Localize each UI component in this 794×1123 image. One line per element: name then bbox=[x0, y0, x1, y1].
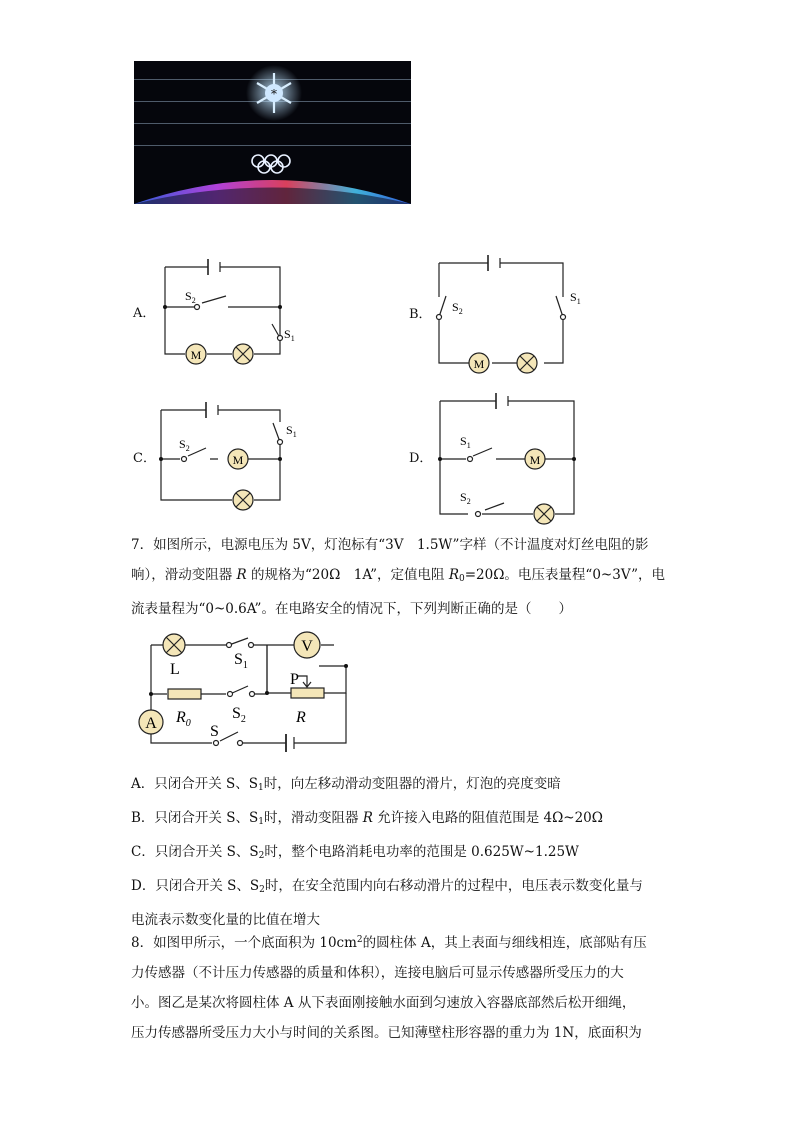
svg-text:A: A bbox=[145, 715, 157, 732]
q7-option-a[interactable]: A．只闭合开关 S、$S_1$时，向左移动滑动变阻器的滑片，灯泡的亮度变暗 bbox=[131, 776, 561, 793]
svg-text:L: L bbox=[170, 661, 180, 678]
svg-text:S1: $S_1$ bbox=[286, 423, 297, 439]
option-c-circuit bbox=[150, 396, 305, 518]
option-c-label: C． bbox=[133, 451, 156, 466]
svg-text:M: M bbox=[232, 453, 244, 467]
option-b-circuit bbox=[430, 250, 580, 375]
q7-option-b[interactable]: B．只闭合开关 S、$S_1$时，滑动变阻器 R 允许接入电路的阻值范围是 4Ω~20Ω bbox=[131, 810, 603, 827]
svg-text:S2: $S_2$ bbox=[179, 437, 190, 453]
q8-stem bbox=[131, 925, 671, 1048]
svg-text:S1: $S_1$ bbox=[460, 434, 471, 450]
q7-option-d-cont: 电流表示数变化量的比值在增大 bbox=[131, 912, 320, 928]
q8-line2: 力传感器（不计压力传感器的质量和体积），连接电脑后可显示传感器所受压力的大 bbox=[131, 965, 624, 981]
q8-line1: 8．如图甲所示，一个底面积为 $10cm^2$的圆柱体 A，其上表面与细线相连，底部贴有压 bbox=[131, 935, 647, 951]
svg-text:M: M bbox=[473, 357, 485, 371]
svg-text:S1: $S_1$ bbox=[284, 327, 295, 343]
q8-line4: 压力传感器所受压力大小与时间的关系图。已知薄壁柱形容器的重力为 1N，底面积为 bbox=[131, 1025, 642, 1041]
svg-text:R: R bbox=[296, 709, 306, 726]
q7-line1: 7．如图所示，电源电压为 5V，灯泡标有“3V 1.5W”字样（不计温度对灯丝电阻的影 bbox=[131, 537, 649, 553]
svg-text:M: M bbox=[529, 453, 541, 467]
svg-text:P: P bbox=[290, 671, 299, 688]
svg-text:S: S bbox=[210, 723, 219, 740]
q7-option-d[interactable]: D．只闭合开关 S、$S_2$时，在安全范围内向右移动滑片的过程中，电压表示数变化量与 bbox=[131, 878, 643, 895]
olympic-snowflake-rings-photo bbox=[134, 61, 411, 204]
svg-text:M: M bbox=[190, 348, 202, 362]
svg-text:V: V bbox=[301, 638, 313, 655]
q7-stem bbox=[131, 530, 671, 624]
svg-text:S1: $S_1$ bbox=[234, 651, 248, 671]
q7-line2: 响），滑动变阻器 R 的规格为“20Ω 1A”，定值电阻 $R_0=20\Omega$。电压表量程“0~3V”，电 bbox=[131, 567, 665, 584]
svg-text:R0: $R_0$ bbox=[176, 709, 191, 729]
svg-text:S2: $S_2$ bbox=[185, 289, 196, 305]
option-a-label: A． bbox=[133, 306, 156, 321]
svg-text:S1: $S_1$ bbox=[570, 290, 581, 306]
svg-text:S2: $S_2$ bbox=[232, 705, 246, 725]
q7-options bbox=[131, 769, 671, 935]
option-b-label: B． bbox=[409, 307, 432, 322]
svg-text:S2: $S_2$ bbox=[460, 490, 471, 506]
q7-option-c[interactable]: C．只闭合开关 S、$S_2$时，整个电路消耗电功率的范围是 0.625W~1.25W bbox=[131, 844, 579, 861]
q7-circuit bbox=[134, 628, 364, 750]
olympic-photo bbox=[134, 61, 411, 204]
svg-text:*: * bbox=[271, 87, 277, 101]
option-d-label: D． bbox=[409, 451, 433, 466]
option-a-circuit bbox=[150, 250, 300, 370]
option-d-circuit bbox=[430, 386, 590, 526]
q7-line3: 流表量程为“0~0.6A”。在电路安全的情况下，下列判断正确的是（ ） bbox=[131, 601, 572, 617]
svg-text:S2: $S_2$ bbox=[452, 300, 463, 316]
q8-line3: 小。图乙是某次将圆柱体 A 从下表面刚接触水面到匀速放入容器底部然后松开细绳， bbox=[131, 995, 636, 1011]
